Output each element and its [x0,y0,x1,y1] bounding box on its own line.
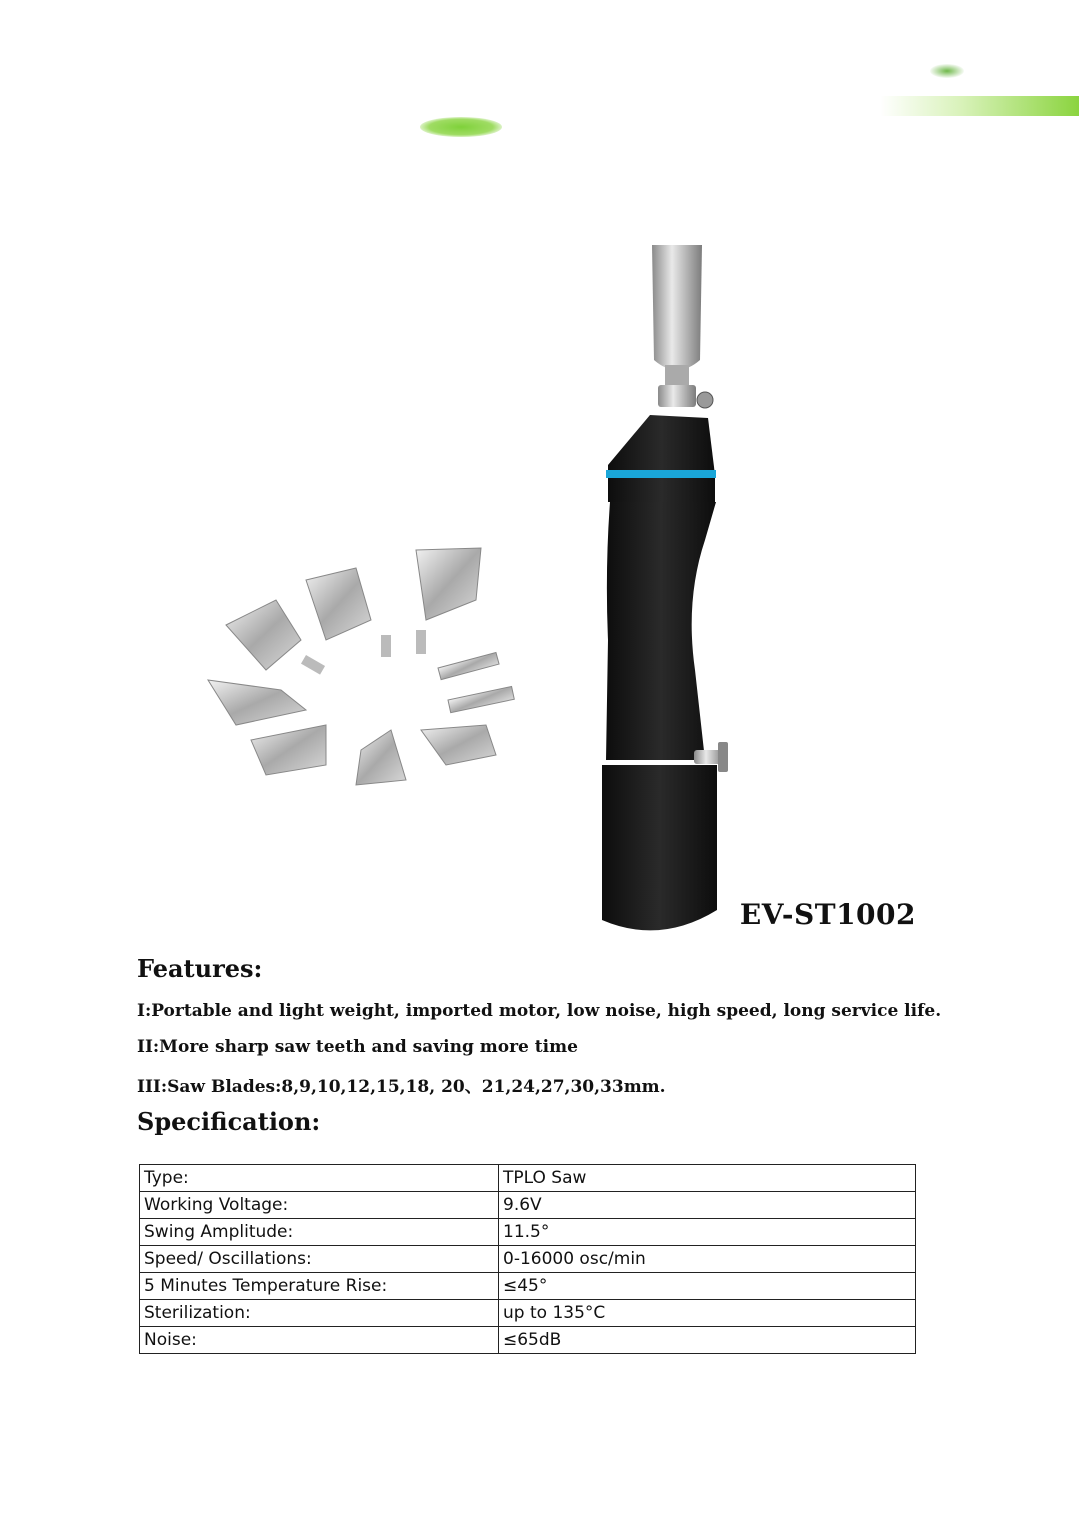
green-leaf-decoration-small [930,64,964,78]
table-row [140,1219,916,1246]
specification-heading: Specification: [137,1107,321,1136]
specification-table [139,1164,916,1354]
spec-label: Speed/ Oscillations: [140,1246,499,1273]
spec-label: Sterilization: [140,1300,499,1327]
saw-blades-image [196,540,536,800]
spec-label: Noise: [140,1327,499,1354]
spec-value: 9.6V [499,1192,916,1219]
spec-value: TPLO Saw [499,1165,916,1192]
spec-value: ≤65dB [499,1327,916,1354]
green-stroke-decoration [880,96,1079,116]
spec-value: 11.5° [499,1219,916,1246]
feature-item-1: I:Portable and light weight, imported motor, low noise, high speed, long service life. [137,1001,942,1021]
tplo-saw-handpiece-image [590,240,740,940]
spec-value: 0-16000 osc/min [499,1246,916,1273]
spec-label: 5 Minutes Temperature Rise: [140,1273,499,1300]
table-row [140,1192,916,1219]
spec-value: ≤45° [499,1273,916,1300]
spec-value: up to 135°C [499,1300,916,1327]
green-leaf-decoration [420,117,502,137]
model-number: EV-ST1002 [739,898,916,931]
feature-item-3: III:Saw Blades:8,9,10,12,15,18, 20、21,24,27,30,33mm. [137,1077,666,1097]
table-row [140,1300,916,1327]
table-row [140,1273,916,1300]
table-row [140,1327,916,1354]
features-heading: Features: [137,954,263,983]
spec-label: Type: [140,1165,499,1192]
table-row [140,1246,916,1273]
spec-label: Swing Amplitude: [140,1219,499,1246]
table-row [140,1165,916,1192]
spec-label: Working Voltage: [140,1192,499,1219]
feature-item-2: II:More sharp saw teeth and saving more time [137,1037,578,1057]
